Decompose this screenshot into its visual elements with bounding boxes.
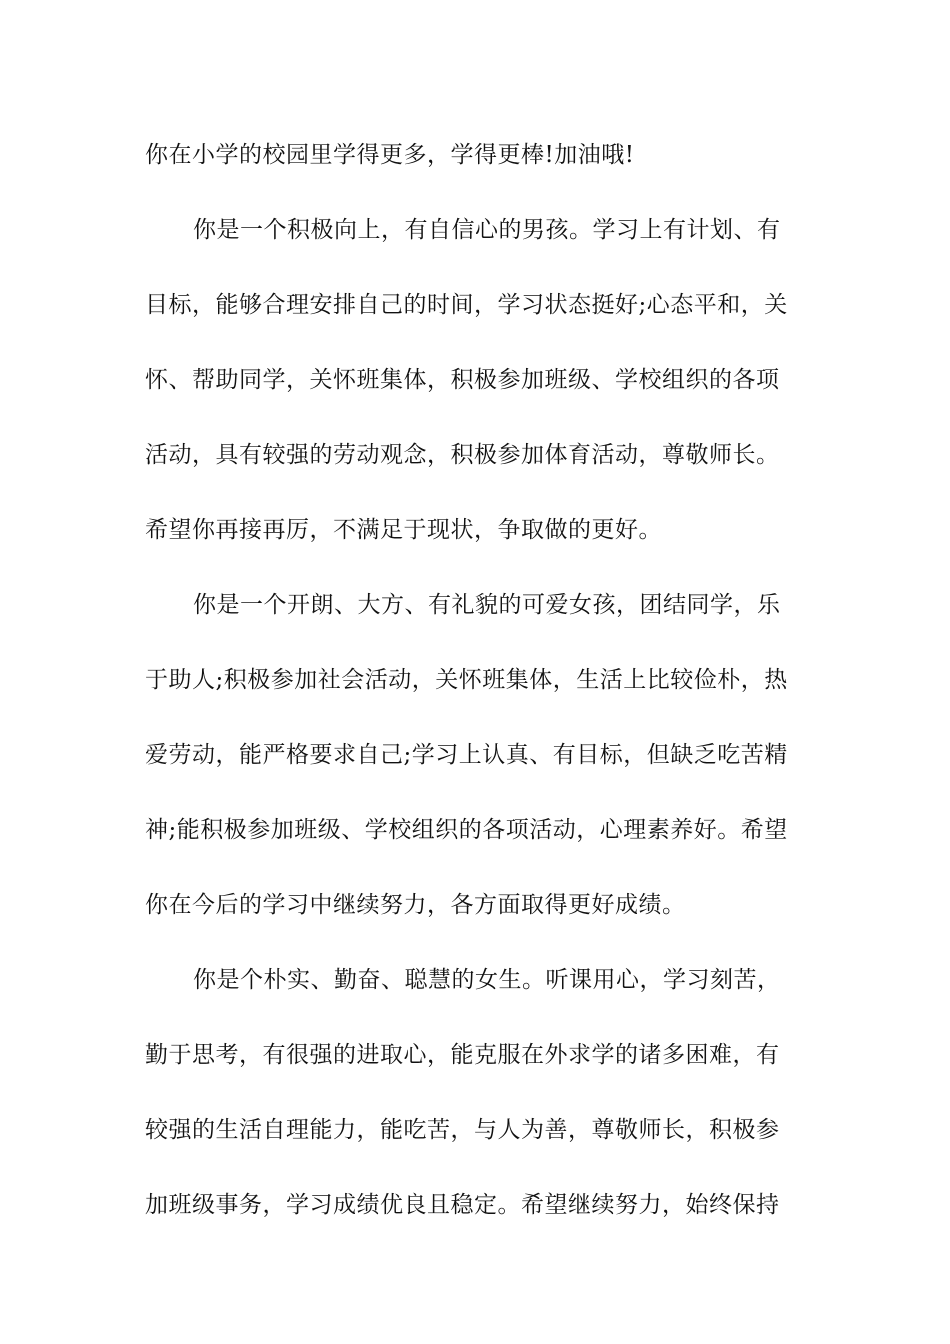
- text-line: 于助人;积极参加社会活动，关怀班集体，生活上比较俭朴，热: [145, 667, 788, 693]
- text-line: 你在小学的校园里学得更多，学得更棒!加油哦!: [145, 142, 635, 168]
- text-line: 勤于思考，有很强的进取心，能克服在外求学的诸多困难，有: [145, 1042, 780, 1068]
- document-body: [145, 118, 809, 1243]
- text-line: 活动，具有较强的劳动观念，积极参加体育活动，尊敬师长。: [145, 442, 780, 468]
- text-line: 神;能积极参加班级、学校组织的各项活动，心理素养好。希望: [145, 817, 788, 843]
- paragraph-first-line: 你是一个开朗、大方、有礼貌的可爱女孩，团结同学，乐: [193, 592, 781, 618]
- text-line: 较强的生活自理能力，能吃苦，与人为善，尊敬师长，积极参: [145, 1117, 780, 1143]
- text-line: 爱劳动，能严格要求自己;学习上认真、有目标，但缺乏吃苦精: [145, 742, 788, 768]
- paragraph-first-line: 你是一个积极向上，有自信心的男孩。学习上有计划、有: [193, 217, 781, 243]
- text-line: 你在今后的学习中继续努力，各方面取得更好成绩。: [145, 892, 686, 918]
- text-line: 希望你再接再厉，不满足于现状，争取做的更好。: [145, 517, 662, 543]
- text-line: 目标，能够合理安排自己的时间，学习状态挺好;心态平和，关: [145, 292, 788, 318]
- text-line: 加班级事务，学习成绩优良且稳定。希望继续努力，始终保持: [145, 1192, 780, 1218]
- paragraph-first-line: 你是个朴实、勤奋、聪慧的女生。听课用心，学习刻苦，: [193, 967, 781, 993]
- text-line: 怀、帮助同学，关怀班集体，积极参加班级、学校组织的各项: [145, 367, 780, 393]
